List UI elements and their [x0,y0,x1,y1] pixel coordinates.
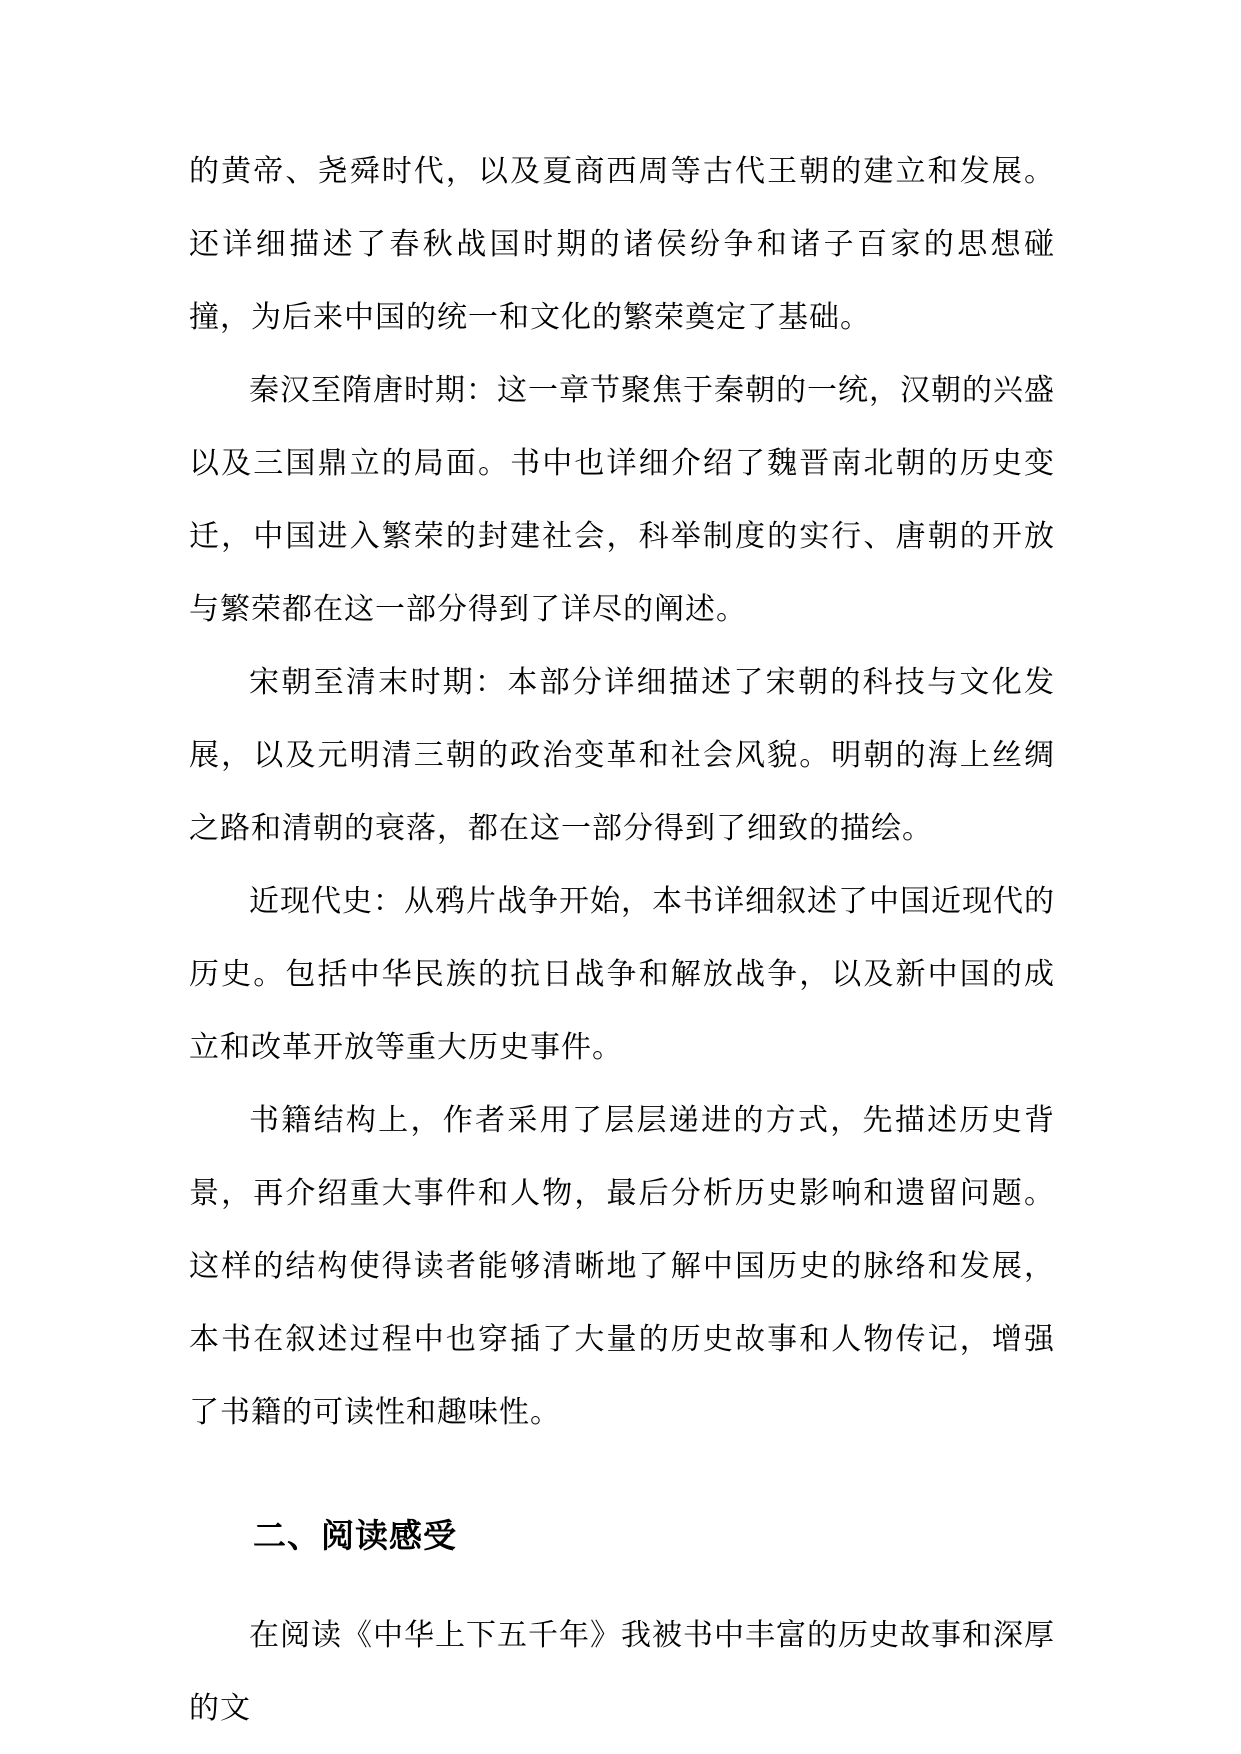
paragraph-reading-impressions-start: 在阅读《中华上下五千年》我被书中丰富的历史故事和深厚的文 [189,1618,1055,1726]
paragraph-book-structure: 书籍结构上，作者采用了层层递进的方式，先描述历史背景，再介绍重大事件和人物，最后分析历史影响和遗留问题。这样的结构使得读者能够清晰地了解中国历史的脉络和发展，本书在叙述过程中也穿插了大量的历史故事和人物传记，增强了书籍的可读性和趣味性。 [189,1103,1055,1430]
paragraph-song-to-qing: 宋朝至清末时期：本部分详细描述了宋朝的科技与文化发展，以及元明清三朝的政治变革和社会风貌。明朝的海上丝绸之路和清朝的衰落，都在这一部分得到了细致的描绘。 [189,665,1055,846]
paragraph-ancient-dynasties: 的黄帝、尧舜时代，以及夏商西周等古代王朝的建立和发展。还详细描述了春秋战国时期的诸侯纷争和诸子百家的思想碰撞，为后来中国的统一和文化的繁荣奠定了基础。 [189,154,1055,335]
paragraph-modern-history: 近现代史：从鸦片战争开始，本书详细叙述了中国近现代的历史。包括中华民族的抗日战争和解放战争，以及新中国的成立和改革开放等重大历史事件。 [189,884,1055,1065]
section-heading-reading-impressions: 二、阅读感受 [253,1516,457,1555]
document-body [189,135,1055,1745]
paragraph-qin-han-sui-tang: 秦汉至隋唐时期：这一章节聚焦于秦朝的一统，汉朝的兴盛以及三国鼎立的局面。书中也详细介绍了魏晋南北朝的历史变迁，中国进入繁荣的封建社会，科举制度的实行、唐朝的开放与繁荣都在这一部分得到了详尽的阐述。 [189,373,1055,627]
